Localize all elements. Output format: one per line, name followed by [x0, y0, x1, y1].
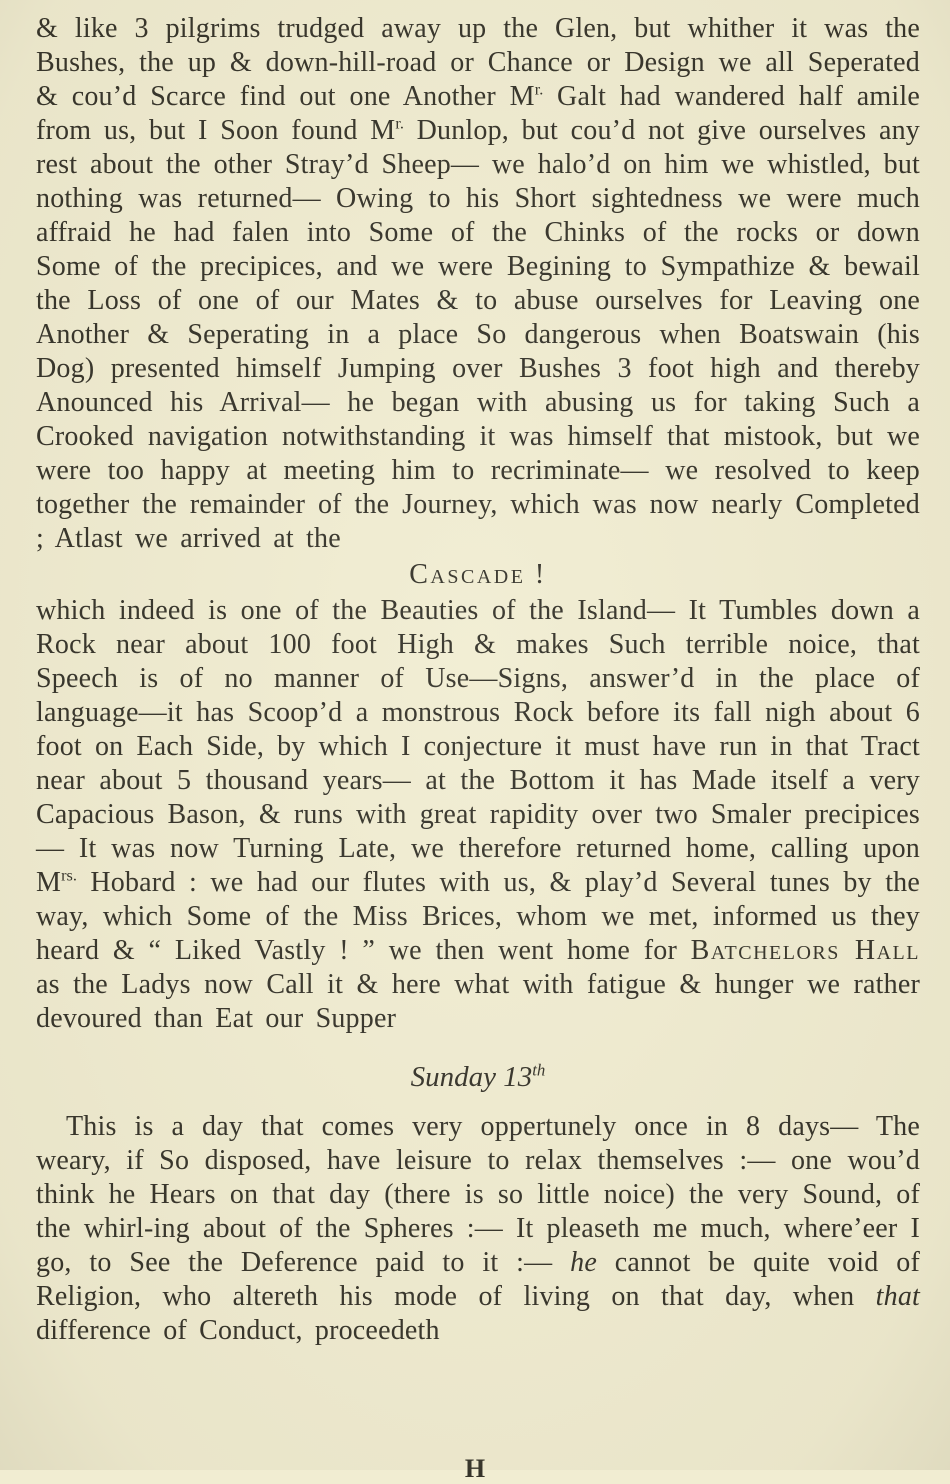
- cascade-paragraph: [36, 594, 920, 1036]
- text-segment: Dunlop, but cou’d not give ourselves any rest about the other Stray’d Sheep— we halo’d on him we whistled, but nothing was returned— Owing to his Short sightedness we were much affraid he had falen into Some of the Chinks of the rocks or down Some of the precipices, and we were Begining to Sympathize & bewail the Loss of one of our Mates & to abuse ourselves for Leaving one Another & Seperating in a place So dangerous when Boatswain (his Dog) presented himself Jumping over Bushes 3 foot high and thereby Anounced his Arrival— he began with abusing us for taking Such a Crooked navigation notwithstanding it was himself that mistook, but we were too happy at meeting him to recriminate— we resolved to keep together the remainder of the Journey, which was now nearly Completed ; Atlast we arrived at the: [36, 115, 920, 554]
- sunday-date-heading: [36, 1060, 920, 1094]
- text-segment: which indeed is one of the Beauties of the Island— It Tumbles down a Rock near about 100 foot High & makes Such terrible noice, that Speech is of no manner of Use—Signs, answer’d in the place of language—it has Scoop’d a monstrous Rock before its fall nigh about 6 foot on Each Side, by which I conjecture it must have run in that Tract near about 5 thousand years— at the Bottom it has Made itself a very Capacious Bason, & runs with great rapidity over two Smaler precipices— It was now Turning Late, we therefore returned home, calling upon M: [36, 595, 920, 898]
- opening-paragraph: [36, 12, 920, 556]
- cascade-heading: [36, 558, 920, 592]
- text-segment: Hobard : we had our flutes with us, & play’d Several tunes by the way, which Some of the Miss Brices, whom we met, informed us they heard & “ Liked Vastly ! ” we then went home for: [36, 867, 920, 966]
- printer-signature-mark: H: [464, 1454, 486, 1483]
- text-segment: as the Ladys now Call it & here what with fatigue & hunger we rather devoured than Eat our Supper: [36, 969, 920, 1034]
- text-segment: th: [532, 1060, 546, 1080]
- text-segment: r.: [534, 80, 544, 99]
- text-segment: difference of Conduct, proceedeth: [36, 1315, 440, 1346]
- text-segment: This is a day that comes very oppertunely once in 8 days— The weary, if So disposed, have leisure to relax themselves :— one wou’d think he Hears on that day (there is so little noice) the very Sound, of the whirl-ing about of the Spheres :— It pleaseth me much, where’eer I go, to See the Deference paid to it :—: [36, 1111, 920, 1278]
- text-segment: he: [570, 1247, 597, 1278]
- text-segment: cannot be quite void of Religion, who altereth his mode of living on that day, when: [36, 1247, 921, 1312]
- text-segment: Batchelors Hall: [690, 935, 920, 966]
- text-segment: Galt had wandered half amile from us, but I Soon found M: [36, 81, 920, 146]
- text-segment: Cascade !: [409, 559, 547, 590]
- text-segment: Sunday 13: [410, 1061, 533, 1093]
- text-segment: r.: [395, 114, 404, 133]
- text-segment: that: [875, 1281, 920, 1312]
- sunday-paragraph: [36, 1110, 920, 1348]
- text-segment: & like 3 pilgrims trudged away up the Glen, but whither it was the Bushes, the up & down-hill-road or Chance or Design we all Seperated & cou’d Scarce find out one Another M: [36, 13, 920, 112]
- page-text: [36, 12, 920, 1348]
- text-segment: rs.: [61, 866, 77, 885]
